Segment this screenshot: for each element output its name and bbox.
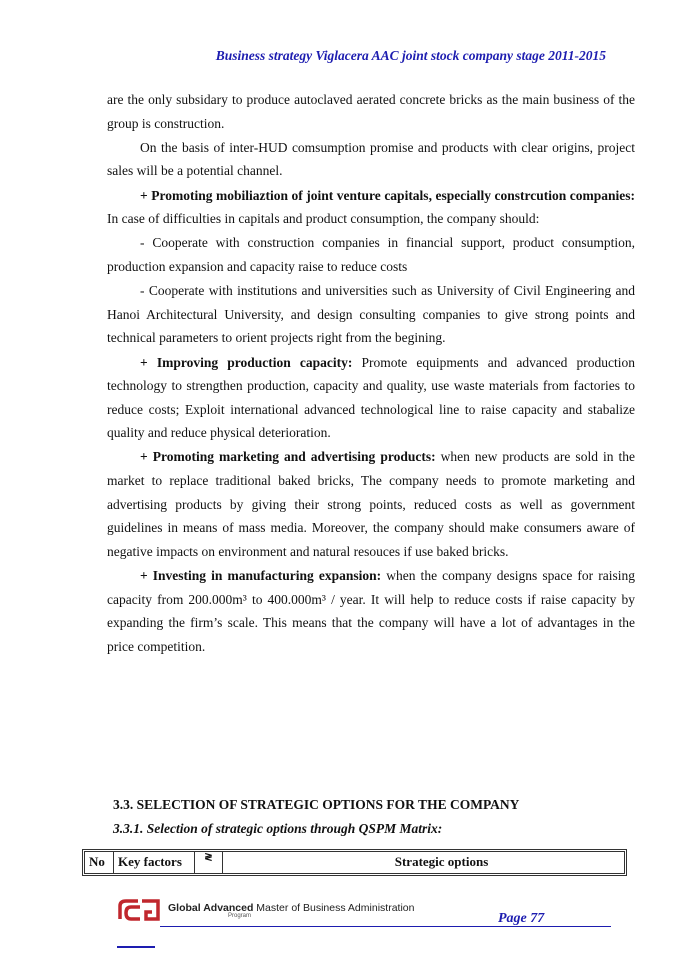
paragraph (107, 184, 635, 231)
qspm-table-header (84, 851, 625, 874)
paragraph-lead: + Investing in manufacturing expansion: (140, 568, 382, 584)
paragraph-text: when the company designs space for raising capacity from 200.000m³ to 400.000m³ / year. It will help to reduce costs if raise capacity by expanding the firm’s scale. This means that the company will have a lot of advantages in the price competition. (107, 568, 635, 654)
table-header-no: No (85, 852, 114, 873)
logo-sub-text: Program (228, 912, 252, 919)
gamba-logo-icon (118, 897, 162, 923)
paragraph-lead: + Promoting marketing and advertising products: (140, 449, 436, 465)
logo-strong-text: Global Advanced (168, 901, 254, 914)
paragraph-text: when new products are sold in the market to replace traditional baked bricks, The company needs to promote marketing and advertising products by giving their strong points, reduced costs as well as government guidelines in means of mass media. Moreover, the company should make consumers aware of negative impacts on environment and natural resouces if use baked bricks. (107, 449, 635, 559)
paragraph: - Cooperate with institutions and universities such as University of Civil Engineering and Hanoi Architectural University, and design consulting companies to give strong points and technical parameters to orient projects right from the begining. (107, 283, 635, 346)
paragraph (107, 564, 635, 658)
footer-short-rule (117, 946, 155, 948)
paragraph (107, 445, 635, 563)
section-heading: 3.3. SELECTION OF STRATEGIC OPTIONS FOR THE COMPANY (113, 797, 520, 812)
table-header-key-factors: Key factors (114, 852, 195, 873)
subsection-heading: 3.3.1. Selection of strategic options through QSPM Matrix: (113, 821, 443, 836)
paragraph (107, 351, 635, 445)
table-header-strategic-options: Strategic options (394, 854, 489, 869)
paragraph: - Cooperate with construction companies in financial support, product consumption, production expansion and capacity raise to reduce costs (107, 235, 635, 274)
paragraph-lead: + Improving production capacity: (140, 354, 353, 370)
page-number: Page 77 (498, 911, 545, 926)
paragraph: are the only subsidary to produce autoclaved aerated concrete bricks as the main business of the group is construction. (107, 92, 635, 131)
paragraph-text: Promote equipments and advanced production technology to strengthen production, capacity and quality, use waste materials from factories to reduce costs; Exploit international advanced technological line to raise capacity and stabalize quality and reduce physical deterioration. (107, 354, 635, 441)
paragraph-text: In case of difficulties in capitals and product consumption, the company should: (107, 211, 540, 227)
table-header-weight: ≷ (195, 852, 223, 873)
document-body (107, 88, 635, 659)
paragraph-lead: + Promoting mobiliaztion of joint venture capitals, especially constrcution companies: (140, 187, 635, 203)
logo-rest-text: Master of Business Administration (253, 901, 415, 914)
footer-rule (160, 926, 611, 927)
running-header: Business strategy Viglacera AAC joint stock company stage 2011-2015 (215, 48, 606, 63)
paragraph: On the basis of inter-HUD comsumption promise and products with clear origins, project sales will be a potential channel. (107, 139, 635, 179)
footer-logo (118, 897, 414, 923)
